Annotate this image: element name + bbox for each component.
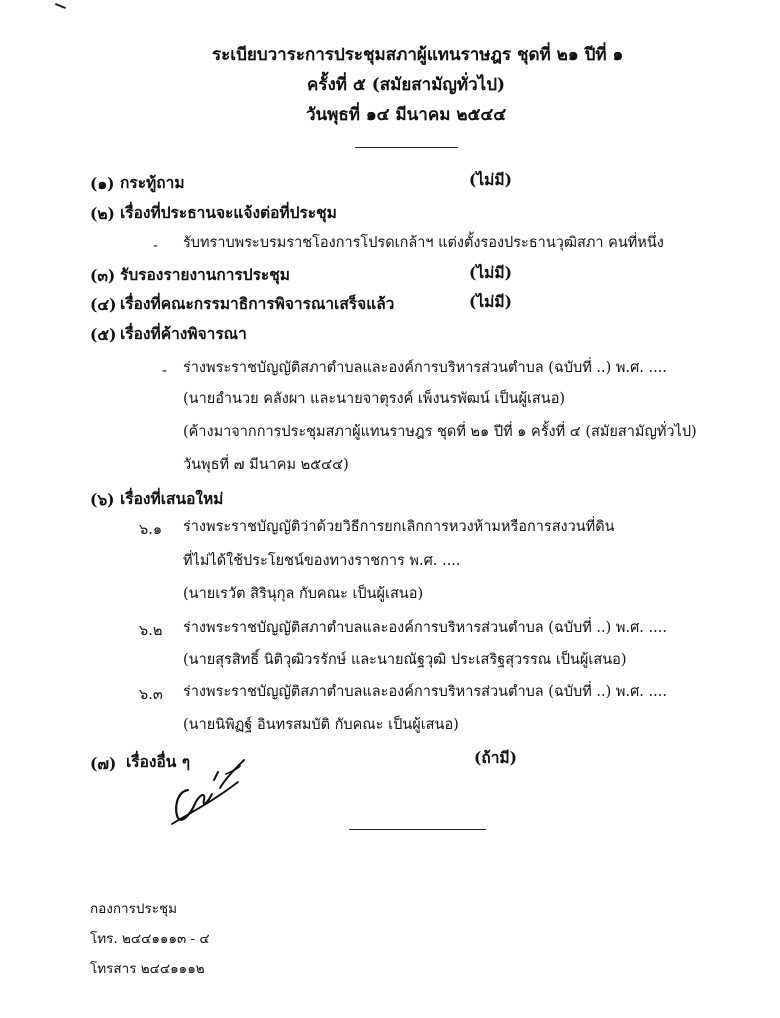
- footer-phone: โทร. ๒๔๔๑๑๑๓ - ๔: [90, 931, 210, 947]
- header-divider: [355, 147, 458, 148]
- item-5-carryover: (ค้างมาจากการประชุมสภาผู้แทนราษฎร ชุดที่ ๒๑ ปีที่ ๑ ครั้งที่ ๔ (สมัยสามัญทั่วไป): [183, 424, 697, 440]
- item-2-bullet: -: [153, 238, 158, 254]
- item-1-number: (๑): [90, 174, 115, 193]
- item-6-3-proposers: (นายนิพิฏฐ์ อินทรสมบัติ กับคณะ เป็นผู้เสนอ): [183, 717, 459, 733]
- item-4-status: (ไม่มี): [469, 292, 512, 311]
- item-6-1-number: ๖.๑: [139, 522, 163, 538]
- item-5-bullet: -: [162, 363, 167, 379]
- item-6-2-number: ๖.๒: [139, 623, 163, 639]
- item-6-title: เรื่องที่เสนอใหม่: [120, 489, 224, 508]
- item-3-number: (๓): [90, 266, 116, 285]
- item-4-title: เรื่องที่คณะกรรมาธิการพิจารณาเสร็จแล้ว: [120, 294, 395, 313]
- item-1-status: (ไม่มี): [469, 170, 512, 189]
- item-5-proposers: (นายอำนวย คลังผา และนายจาตุรงค์ เพ็งนรพัฒน์ เป็นผู้เสนอ): [183, 391, 566, 407]
- header-session: ครั้งที่ ๕ (สมัยสามัญทั่วไป): [307, 75, 506, 95]
- item-5-title: เรื่องที่ค้างพิจารณา: [120, 324, 247, 343]
- item-2-title: เรื่องที่ประธานจะแจ้งต่อที่ประชุม: [120, 203, 337, 222]
- item-4-number: (๔): [90, 295, 117, 314]
- header-title: ระเบียบวาระการประชุมสภาผู้แทนราษฎร ชุดที่ ๒๑ ปีที่ ๑: [212, 45, 624, 65]
- closing-divider: [349, 829, 486, 830]
- footer-fax: โทรสาร ๒๔๔๑๑๑๒: [90, 961, 205, 977]
- item-6-1-bill: ร่างพระราชบัญญัติว่าด้วยวิธีการยกเลิกการหวงห้ามหรือการสงวนที่ดิน: [183, 519, 615, 535]
- header-date: วันพุธที่ ๑๔ มีนาคม ๒๕๔๔: [306, 105, 507, 125]
- item-6-1-bill-cont: ที่ไม่ได้ใช้ประโยชน์ของทางราชการ พ.ศ. ....: [183, 553, 461, 569]
- item-3-title: รับรองรายงานการประชุม: [120, 265, 290, 284]
- scan-mark: [55, 3, 66, 9]
- item-5-number: (๕): [90, 325, 117, 344]
- item-6-2-bill: ร่างพระราชบัญญัติสภาตำบลและองค์การบริหารส่วนตำบล (ฉบับที่ ..) พ.ศ. ....: [183, 620, 667, 636]
- item-6-number: (๖): [90, 490, 115, 509]
- item-2-number: (๒): [90, 204, 115, 223]
- item-2-detail: รับทราบพระบรมราชโองการโปรดเกล้าฯ แต่งตั้งรองประธานวุฒิสภา คนที่หนึ่ง: [183, 235, 664, 251]
- item-7-status: (ถ้ามี): [474, 748, 517, 767]
- item-5-bill: ร่างพระราชบัญญัติสภาตำบลและองค์การบริหารส่วนตำบล (ฉบับที่ ..) พ.ศ. ....: [183, 360, 667, 376]
- item-6-1-proposers: (นายเรวัต สิรินุกุล กับคณะ เป็นผู้เสนอ): [183, 586, 424, 602]
- handwritten-initials: [168, 752, 252, 826]
- item-7-number: (๗): [90, 754, 117, 773]
- item-3-status: (ไม่มี): [469, 263, 512, 282]
- footer-office: กองการประชุม: [90, 901, 178, 917]
- item-1-title: กระทู้ถาม: [120, 173, 185, 192]
- item-7-title: เรื่องอื่น ๆ: [126, 752, 191, 771]
- item-6-2-proposers: (นายสุรสิทธิ์ นิติวุฒิวรรักษ์ และนายณัฐวุฒิ ประเสริฐสุวรรณ เป็นผู้เสนอ): [183, 652, 627, 668]
- item-6-3-number: ๖.๓: [139, 687, 163, 703]
- item-5-carryover-date: วันพุธที่ ๗ มีนาคม ๒๕๔๔): [183, 457, 349, 473]
- item-6-3-bill: ร่างพระราชบัญญัติสภาตำบลและองค์การบริหารส่วนตำบล (ฉบับที่ ..) พ.ศ. ....: [183, 684, 667, 700]
